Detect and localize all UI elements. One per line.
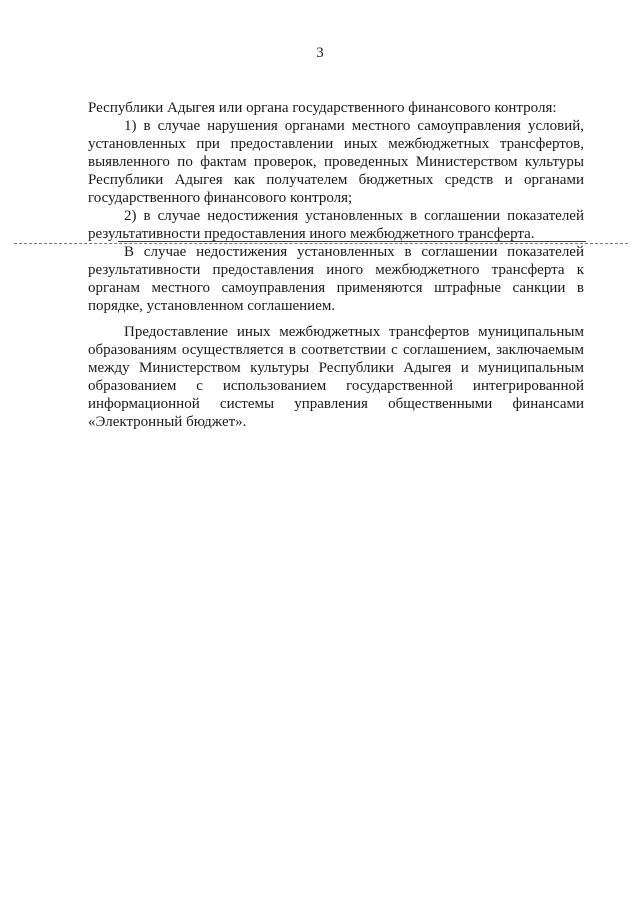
paragraph-item-2 xyxy=(88,207,584,243)
text-line: «Электронный бюджет». xyxy=(88,414,247,430)
text-line: установленных при предоставлении иных межбюджетных трансфертов, xyxy=(88,136,584,152)
paragraph-intro xyxy=(88,99,584,117)
text-line: 2) в случае недостижения установленных в соглашении показателей xyxy=(124,208,584,224)
text-line: образованиям осуществляется в соответствии с соглашением, заключаемым xyxy=(88,342,584,358)
paragraph-provision xyxy=(88,323,584,431)
paragraph-item-1 xyxy=(88,117,584,207)
text-line: выявленного по фактам проверок, проведенных Министерством культуры xyxy=(88,154,584,170)
text-line: Республики Адыгея или органа государственного финансового контроля: xyxy=(88,100,557,116)
text-line: порядке, установленном соглашением. xyxy=(88,298,336,314)
text-line: органам местного самоуправления применяются штрафные санкции в xyxy=(88,280,584,296)
text-line: В случае недостижения установленных в соглашении показателей xyxy=(124,244,584,260)
text-line: государственного финансового контроля; xyxy=(88,190,353,206)
text-line: Республики Адыгея как получателем бюджетных средств и органами xyxy=(88,172,584,188)
text-line: Предоставление иных межбюджетных трансфертов муниципальным xyxy=(124,324,584,340)
document-body xyxy=(88,99,584,431)
text-line: результативности предоставления иного межбюджетного трансферта к xyxy=(88,262,584,278)
text-line: информационной системы управления общественными финансами xyxy=(88,396,584,412)
text-line: образованием с использованием государственной интегрированной xyxy=(88,378,584,394)
paragraph-penalties xyxy=(88,243,584,315)
text-line: результативности предоставления иного межбюджетного трансферта. xyxy=(88,226,535,242)
page-number: 3 xyxy=(316,45,324,61)
text-line: между Министерством культуры Республики Адыгея и муниципальным xyxy=(88,360,584,376)
text-line: 1) в случае нарушения органами местного самоуправления условий, xyxy=(124,118,584,134)
